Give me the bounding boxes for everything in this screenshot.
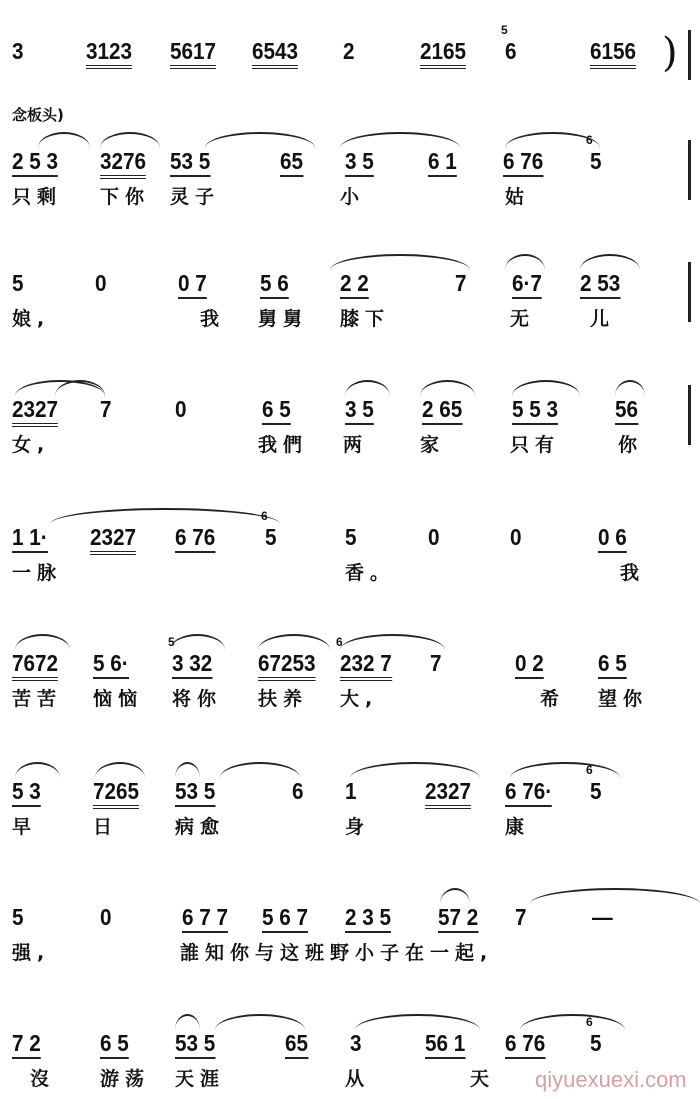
grace-note: 6 <box>586 1015 593 1029</box>
slur <box>615 380 645 396</box>
note-group: 2165 <box>420 38 466 69</box>
lyric: 儿 <box>590 308 616 330</box>
note-group: 5 <box>590 778 602 804</box>
note-group: 5 5 3 <box>512 396 558 425</box>
slur <box>100 132 160 148</box>
slur <box>50 508 280 524</box>
bar-line <box>688 140 691 200</box>
note-group: 3 <box>12 38 24 64</box>
note-group: 5 <box>12 270 24 296</box>
note-group: 2327 <box>425 778 471 809</box>
lyric: 病愈 <box>175 816 226 838</box>
lyric: 从 <box>345 1068 371 1090</box>
lyric: 女, <box>12 434 51 456</box>
note-group: 2 <box>343 38 355 64</box>
note-group: 67253 <box>258 650 316 681</box>
note-group: 6·7 <box>512 270 542 299</box>
note-group: 7265 <box>93 778 139 809</box>
slur <box>15 762 60 778</box>
note-group: 57 2 <box>438 904 478 933</box>
lyric: 沒 <box>30 1068 56 1090</box>
note-group: 6156 <box>590 38 636 69</box>
slur <box>330 254 470 270</box>
note-group: 53 5 <box>175 778 215 807</box>
lyric: 身 <box>345 816 371 838</box>
lyric: 天涯 <box>175 1068 226 1090</box>
note-group: 2 53 <box>580 270 620 299</box>
lyric: 只有 <box>510 434 561 456</box>
note-group: 0 <box>175 396 187 422</box>
lyric: 膝下 <box>340 308 391 330</box>
note-group: 0 <box>100 904 112 930</box>
slur <box>220 762 300 778</box>
slur <box>340 634 445 650</box>
note-group: 56 <box>615 396 638 425</box>
note-group: 5 <box>12 904 24 930</box>
lyric: 天 <box>470 1068 496 1090</box>
note-group: 6 7 7 <box>182 904 228 933</box>
note-group: 5 <box>265 524 277 550</box>
bar-line <box>688 385 691 445</box>
lyric: 誰知你与这班野小子在一起, <box>180 942 494 964</box>
lyric: 望你 <box>598 688 649 710</box>
note-group: 6 5 <box>262 396 291 425</box>
slur <box>440 888 470 904</box>
slur <box>175 1014 200 1030</box>
bar-line <box>688 262 691 322</box>
slur <box>38 132 90 148</box>
note-group: 6 5 <box>598 650 627 679</box>
note-group: 53 5 <box>170 148 210 177</box>
note-group: 5 <box>345 524 357 550</box>
slur <box>530 888 700 904</box>
note-group: 0 <box>510 524 522 550</box>
lyric: 只剩 <box>12 186 63 208</box>
lyric: 苦苦 <box>12 688 63 710</box>
note-group: 5 <box>590 1030 602 1056</box>
note-group: 65 <box>280 148 303 177</box>
note-group: 6 5 <box>100 1030 129 1059</box>
note-group: 0 6 <box>598 524 627 553</box>
grace-note: 6 <box>261 509 268 523</box>
watermark: qiyuexuexi.com <box>535 1067 687 1092</box>
lyric: 小 <box>340 186 366 208</box>
slur <box>15 634 70 650</box>
lyric: 希 <box>540 688 566 710</box>
slur <box>258 634 330 650</box>
lyric: 扶养 <box>258 688 309 710</box>
slur <box>520 1014 625 1030</box>
slur <box>95 762 145 778</box>
slur <box>510 762 620 778</box>
grace-note: 6 <box>336 635 343 649</box>
note-group: — <box>592 904 613 930</box>
lyric: 舅舅 <box>258 308 309 330</box>
lyric: 两 <box>343 434 369 456</box>
note-group: 3 <box>350 1030 362 1056</box>
note-group: 3 5 <box>345 148 374 177</box>
note-group: 5 <box>590 148 602 174</box>
note-group: 5 3 <box>12 778 41 807</box>
lyric: 我 <box>620 562 646 584</box>
lyric: 娘, <box>12 308 51 330</box>
note-group: 3 5 <box>345 396 374 425</box>
lyric: 日 <box>93 816 119 838</box>
slur <box>170 634 225 650</box>
note-group: 0 2 <box>515 650 544 679</box>
note-group: 6 76 <box>503 148 543 177</box>
note-group: 5 6 <box>260 270 289 299</box>
lyric: 下你 <box>100 186 151 208</box>
slur <box>505 254 545 270</box>
slur <box>205 132 315 148</box>
note-group: 53 5 <box>175 1030 215 1059</box>
slur <box>580 254 640 270</box>
note-group: 3 32 <box>172 650 212 679</box>
lyric: 我們 <box>258 434 309 456</box>
note-group: 6 <box>505 38 517 64</box>
note-group: 2 5 3 <box>12 148 58 177</box>
lyric: 姑 <box>505 186 531 208</box>
section-label: 念板头) <box>12 106 64 124</box>
lyric: 将你 <box>172 688 223 710</box>
lyric: 恼恼 <box>93 688 144 710</box>
lyric: 家 <box>420 434 446 456</box>
lyric: 香。 <box>345 562 396 584</box>
slur <box>355 1014 480 1030</box>
note-group: 2 2 <box>340 270 369 299</box>
slur <box>345 380 390 396</box>
note-group: 1 1· <box>12 524 48 553</box>
note-group: 7 <box>515 904 527 930</box>
lyric: 无 <box>510 308 536 330</box>
grace-note: 6 <box>586 763 593 777</box>
lyric: 早 <box>12 816 38 838</box>
note-group: 7 2 <box>12 1030 41 1059</box>
note-group: 1 <box>345 778 357 804</box>
grace-note: 5 <box>501 23 508 37</box>
note-group: 0 7 <box>178 270 207 299</box>
note-group: 3276 <box>100 148 146 179</box>
slur <box>340 132 460 148</box>
note-group: 56 1 <box>425 1030 465 1059</box>
slur <box>420 380 475 396</box>
slur <box>175 762 200 778</box>
note-group: 7 <box>430 650 442 676</box>
note-group: 5617 <box>170 38 216 69</box>
lyric: 大, <box>340 688 379 710</box>
slur <box>350 762 480 778</box>
note-group: 0 <box>428 524 440 550</box>
note-group: 6543 <box>252 38 298 69</box>
bar-line <box>688 30 691 80</box>
lyric: 强, <box>12 942 51 964</box>
note-group: 6 76 <box>175 524 215 553</box>
lyric: 康 <box>505 816 531 838</box>
note-group: 6 76 <box>505 1030 545 1059</box>
grace-note: 6 <box>586 133 593 147</box>
slur <box>215 1014 305 1030</box>
lyric: 游荡 <box>100 1068 151 1090</box>
note-group: 3123 <box>86 38 132 69</box>
note-group: 7 <box>455 270 467 296</box>
note-group: 2 3 5 <box>345 904 391 933</box>
slur <box>512 380 580 396</box>
lyric: 你 <box>618 434 644 456</box>
lyric: 灵子 <box>170 186 221 208</box>
note-group: 6 76· <box>505 778 552 807</box>
lyric: 我 <box>200 308 226 330</box>
note-group: 6 1 <box>428 148 457 177</box>
closing-paren: ) <box>662 30 678 76</box>
note-group: 2 65 <box>422 396 462 425</box>
note-group: 7 <box>100 396 112 422</box>
note-group: 5 6· <box>93 650 129 679</box>
note-group: 5 6 7 <box>262 904 308 933</box>
lyric: 一脉 <box>12 562 63 584</box>
note-group: 2327 <box>90 524 136 555</box>
note-group: 0 <box>95 270 107 296</box>
grace-note: 5 <box>168 635 175 649</box>
note-group: 2327 <box>12 396 58 427</box>
note-group: 65 <box>285 1030 308 1059</box>
note-group: 7672 <box>12 650 58 681</box>
note-group: 6 <box>292 778 304 804</box>
note-group: 232 7 <box>340 650 392 681</box>
